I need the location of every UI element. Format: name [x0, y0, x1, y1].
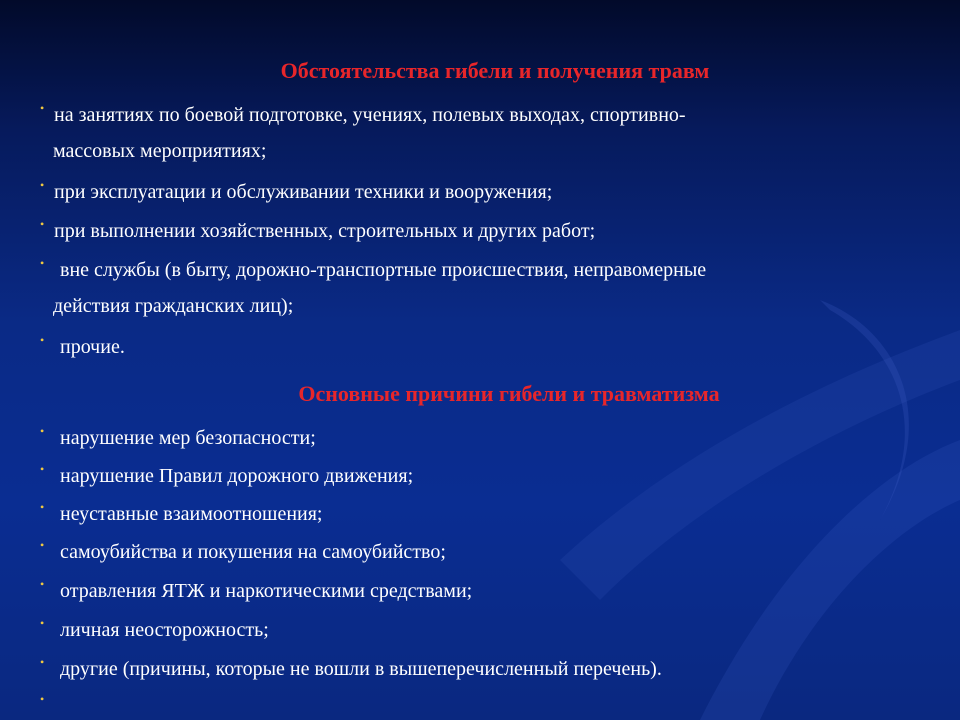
bullet-icon: •	[40, 333, 45, 347]
list-item	[40, 420, 920, 456]
bullet-icon: •	[40, 692, 45, 706]
list-item-text: нарушение Правил дорожного движения;	[60, 465, 414, 487]
bullet-icon: •	[40, 655, 45, 669]
list-item	[40, 458, 920, 494]
section-title-causes: Основные причини гибели и травматизма	[298, 381, 720, 406]
list-item	[40, 252, 920, 324]
list-item-text-continued: массовых мероприятиях;	[53, 140, 267, 162]
bullet-icon: •	[40, 538, 45, 552]
list-item-text: неуставные взаимоотношения;	[60, 503, 323, 525]
list-item	[40, 329, 920, 365]
list-item-text: на занятиях по боевой подготовке, учениях, полевых выходах, спортивно-	[54, 104, 686, 126]
list-item	[40, 651, 920, 687]
section-title-circumstances: Обстоятельства гибели и получения травм	[280, 58, 710, 83]
list-item	[40, 174, 920, 210]
list-item	[40, 612, 920, 648]
list-item	[40, 213, 920, 249]
list-item	[40, 573, 920, 609]
bullet-icon: •	[40, 424, 45, 438]
bullet-icon: •	[40, 616, 45, 630]
list-item-text: прочие.	[60, 336, 125, 358]
bullet-icon: •	[40, 577, 45, 591]
list-item-text: вне службы (в быту, дорожно-транспортные происшествия, неправомерные	[60, 259, 707, 281]
list-item-empty	[40, 688, 920, 718]
list-item-text: отравления ЯТЖ и наркотическими средствами;	[60, 580, 473, 602]
list-item-text: личная неосторожность;	[60, 619, 269, 641]
list-item	[40, 496, 920, 532]
list-item-text: при эксплуатации и обслуживании техники и вооружения;	[54, 181, 553, 203]
list-item	[40, 97, 920, 169]
list-item-text: другие (причины, которые не вошли в вышеперечисленный перечень).	[60, 658, 662, 680]
bullet-icon: •	[40, 500, 45, 514]
list-item	[40, 534, 920, 570]
bullet-icon: •	[40, 178, 45, 192]
bullet-icon: •	[40, 217, 45, 231]
bullet-icon: •	[40, 101, 45, 115]
bullet-icon: •	[40, 462, 45, 476]
list-item-text-continued: действия гражданских лиц);	[53, 295, 294, 317]
bullet-icon: •	[40, 256, 45, 270]
list-item-text: нарушение мер безопасности;	[60, 427, 316, 449]
list-item-text: при выполнении хозяйственных, строительных и других работ;	[54, 220, 596, 242]
list-item-text: самоубийства и покушения на самоубийство;	[60, 541, 446, 563]
